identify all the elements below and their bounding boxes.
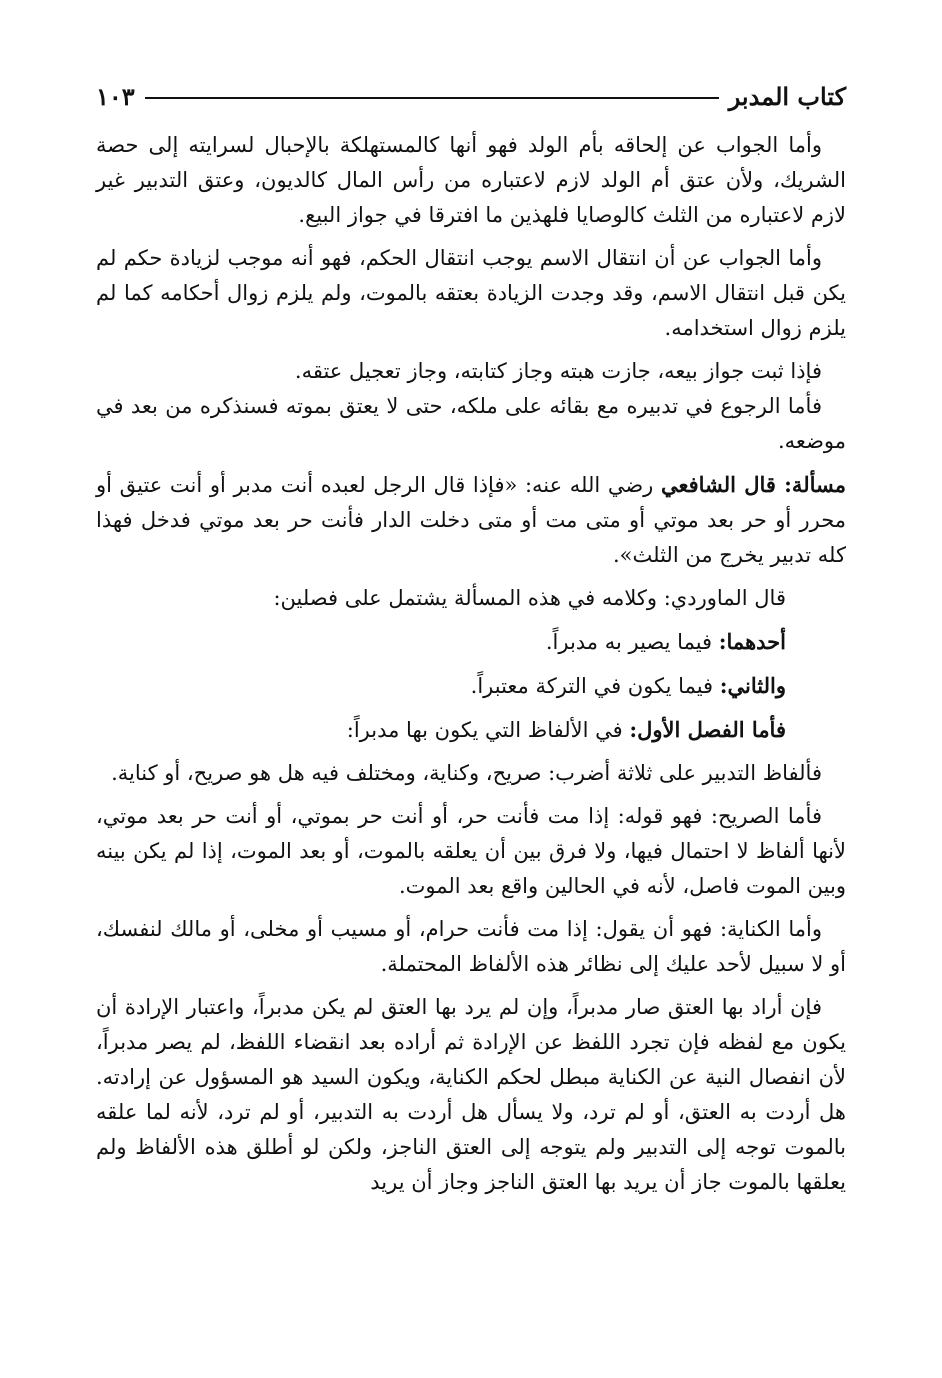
section-line — [96, 712, 846, 748]
section-text: فيما يصير به مدبراً. — [545, 630, 713, 654]
paragraph: فإذا ثبت جواز بيعه، جازت هبته وجاز كتابته، وجاز تعجيل عتقه. — [294, 359, 822, 383]
paragraph: قال الماوردي: وكلامه في هذه المسألة يشتمل على فصلين: — [273, 586, 786, 610]
page-header — [96, 78, 846, 114]
paragraph: وأما الجواب عن أن انتقال الاسم يوجب انتقال الحكم، فهو أنه موجب لزيادة حكم لم يكن قبل انتقال الاسم، وقد وجدت الزيادة بعتقه بالموت، ولم يلزم زوال أحكامه كما لم يلزم زوال استخدامه. — [96, 246, 846, 340]
issue-text: رضي الله عنه: «فإذا قال الرجل لعبده أنت مدبر أو أنت عتيق أو محرر أو حر بعد موتي أو متى مت أو متى دخلت الدار فأنت حر بعد موتي فدخل فهذا كله تدبير يخرج من الثلث». — [96, 473, 846, 567]
section-label: أحدهما: — [718, 629, 786, 654]
paragraph: فألفاظ التدبير على ثلاثة أضرب: صريح، وكناية، ومختلف فيه هل هو صريح، أو كناية. — [111, 761, 822, 785]
section-text: فيما يكون في التركة معتبراً. — [470, 674, 714, 698]
section-label: والثاني: — [719, 673, 786, 698]
paragraph: فأما الرجوع في تدبيره مع بقائه على ملكه، حتى لا يعتق بموته فسنذكره من بعد في موضعه. — [96, 394, 846, 453]
issue-paragraph — [96, 467, 846, 573]
paragraph: وأما الجواب عن إلحاقه بأم الولد فهو أنها كالمستهلكة بالإحبال لسرايته إلى حصة الشريك، ولأن عتق أم الولد لازم لاعتباره من رأس المال كالديون، وعتق التدبير غير لازم لاعتباره من الثلث كالوصايا فلهذين ما افترقا في جواز البيع. — [96, 133, 846, 227]
paragraph: وأما الكناية: فهو أن يقول: إذا مت فأنت حرام، أو مسيب أو مخلى، أو مالك لنفسك، أو لا سبيل لأحد عليك إلى نظائر هذه الألفاظ المحتملة. — [96, 917, 846, 976]
running-title: كتاب المدبر — [728, 81, 846, 111]
section-label: فأما الفصل الأول: — [629, 717, 786, 742]
paragraph: فإن أراد بها العتق صار مدبراً، وإن لم يرد بها العتق لم يكن مدبراً، واعتبار الإرادة أن يكون مع لفظه فإن تجرد اللفظ عن الإرادة ثم أراده بعد انقضاء اللفظ، لم يصر مدبراً، لأن انفصال النية عن الكناية مبطل لحكم الكناية، ويكون السيد هو المسؤول عن إرادته. هل أردت به العتق، أو لم ترد، ولا يسأل هل أردت به التدبير، أو لم ترد، لأنه لما علقه بالموت توجه إلى التدبير ولم يتوجه إلى العتق الناجز، ولكن لو أطلق هذه الألفاظ ولم يعلقها بالموت جاز أن يريد بها العتق الناجز وجاز أن يريد — [96, 995, 846, 1194]
section-text: في الألفاظ التي يكون بها مدبراً: — [346, 718, 623, 742]
section-line — [96, 624, 846, 660]
page-number: ١٠٣ — [96, 81, 135, 111]
paragraph: فأما الصريح: فهو قوله: إذا مت فأنت حر، أو أنت حر بموتي، أو أنت حر بعد موتي، لأنها ألفاظ لا احتمال فيها، ولا فرق بين أن يعلقه بالموت، أو بعد الموت، إذا لم يكن بينه وبين الموت فاصل، لأنه في الحالين واقع بعد الموت. — [96, 804, 846, 898]
issue-heading: مسألة: قال الشافعي — [660, 472, 846, 497]
page-body — [96, 128, 846, 1338]
header-rule — [145, 97, 719, 99]
section-line — [96, 668, 846, 704]
